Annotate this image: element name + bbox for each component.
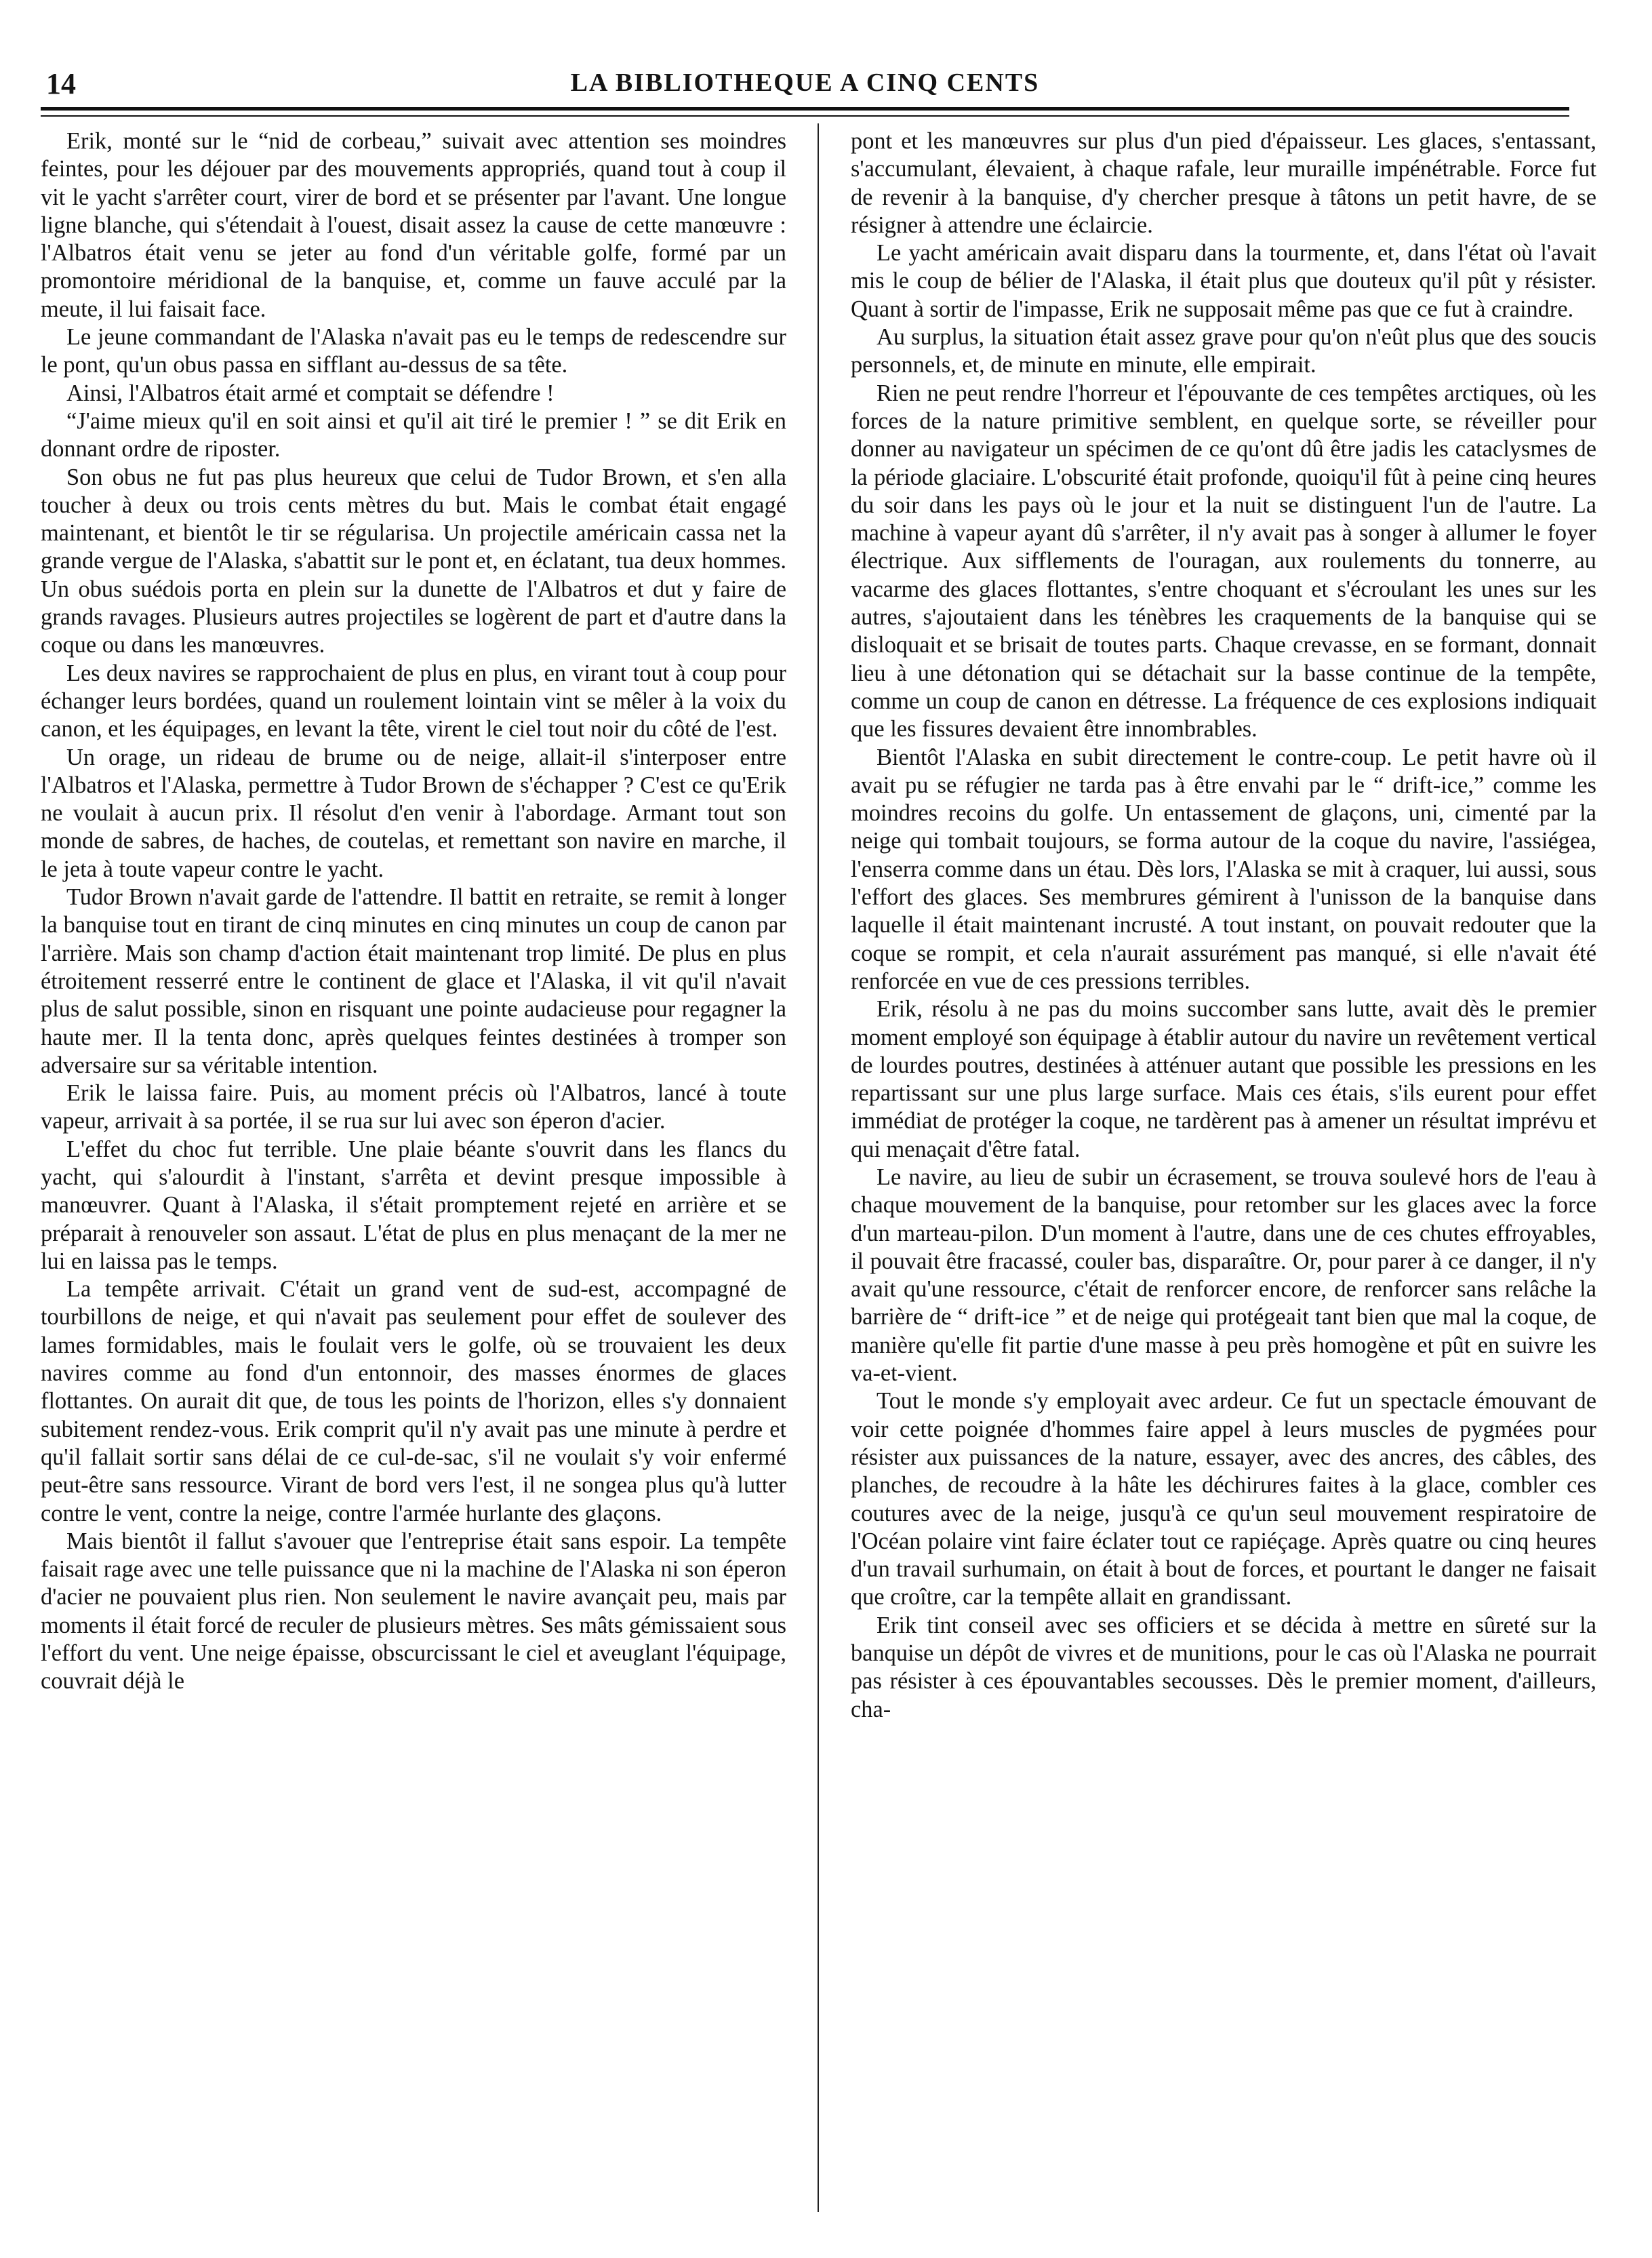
paragraph: Erik, résolu à ne pas du moins succomber sans lutte, avait dès le premier moment employé son équipage à établir autour du navire un revêtement vertical de lourdes poutres, destinées à atténuer autant que possible les pressions en les repartissant sur une plus large surface. Mais ces étais, s'ils eurent pour effet immédiat de protéger la coque, ne tardèrent pas à amener un résultat imprévu et qui menaçait d'être fatal. <box>851 996 1596 1162</box>
paragraph: La tempête arrivait. C'était un grand vent de sud-est, accompagné de tourbillons de neige, et qui n'avait pas seulement pour effet de soulever des lames formidables, mais le foulait vers le golfe, où se trouvaient les deux navires comme au fond d'un entonnoir, des masses énormes de glaces flottantes. On aurait dit que, de tous les points de l'horizon, elles s'y donnaient subitement rendez-vous. Erik comprit qu'il n'y avait pas une minute à perdre et qu'il fallait sortir sans délai de ce cul-de-sac, s'il ne voulait s'y voir enfermé peut-être sans ressource. Virant de bord vers l'est, il ne songea plus qu'à lutter contre le vent, contre la neige, contre l'armée hurlante des glaçons. <box>41 1276 786 1526</box>
paragraph: L'effet du choc fut terrible. Une plaie béante s'ouvrit dans les flancs du yacht, qui s'alourdit à l'instant, s'arrêta et devint presque impossible à manœuvrer. Quant à l'Alaska, il s'était promptement rejeté en arrière et se préparait à renouveler son assaut. L'état de plus en plus menaçant de la mer ne lui en laissa pas le temps. <box>41 1136 786 1274</box>
paragraph: pont et les manœuvres sur plus d'un pied d'épaisseur. Les glaces, s'entassant, s'accumulant, élevaient, à chaque rafale, leur muraille impénétrable. Force fut de revenir à la banquise, d'y chercher presque à tâtons un petit havre, de se résigner à attendre une éclaircie. <box>851 128 1596 238</box>
paragraph: Rien ne peut rendre l'horreur et l'épouvante de ces tempêtes arctiques, où les forces de la nature primitive semblent, en quelque sorte, se réveiller pour donner au navigateur un spécimen de ce qu'ont dû être jadis les cataclysmes de la période glaciaire. L'obscurité était profonde, quoiqu'il fût à peine cinq heures du soir dans les pays où le jour et la nuit se distinguent l'un de l'autre. La machine à vapeur ayant dû s'arrêter, il n'y avait pas à songer à allumer le foyer électrique. Aux sifflements de l'ouragan, aux roulements du tonnerre, au vacarme des glaces flottantes, s'entre choquant et s'écroulant les unes sur les autres, s'ajoutaient dans les ténèbres les craquements de la banquise qui se disloquait et se brisait de toutes parts. Chaque crevasse, en se formant, donnait lieu à une détonation qui se détachait sur la basse continue de la tempête, comme un coup de canon en détresse. La fréquence de ces explosions indiquait que les fissures devaient être innombrables. <box>851 380 1596 742</box>
right-column <box>851 127 1596 2202</box>
paragraph: “J'aime mieux qu'il en soit ainsi et qu'il ait tiré le premier ! ” se dit Erik en donnant ordre de riposter. <box>41 408 786 462</box>
paragraph: Erik le laissa faire. Puis, au moment précis où l'Albatros, lancé à toute vapeur, arrivait à sa portée, il se rua sur lui avec son éperon d'acier. <box>41 1080 786 1134</box>
paragraph: Mais bientôt il fallut s'avouer que l'entreprise était sans espoir. La tempête faisait rage avec une telle puissance que ni la machine de l'Alaska ni son éperon d'acier ne pouvaient plus rien. Non seulement le navire avançait peu, mais par moments il était forcé de reculer de plusieurs mètres. Ses mâts gémissaient sous l'effort du vent. Une neige épaisse, obscurcissant le ciel et aveuglant l'équipage, couvrait déjà le <box>41 1528 786 1695</box>
paragraph: Ainsi, l'Albatros était armé et comptait se défendre ! <box>66 380 555 406</box>
paragraph: Tudor Brown n'avait garde de l'attendre. Il battit en retraite, se remit à longer la banquise tout en tirant de cinq minutes en cinq minutes un coup de canon par l'arrière. Mais son champ d'action était maintenant trop limité. De plus en plus étroitement resserré entre le continent de glace et l'Alaska, il vit qu'il n'avait plus de salut possible, sinon en risquant une pointe audacieuse pour regagner la haute mer. Il la tenta donc, après quelques feintes destinées à tromper son adversaire sur sa véritable intention. <box>41 884 786 1078</box>
page-number: 14 <box>46 67 76 100</box>
paragraph: Les deux navires se rapprochaient de plus en plus, en virant tout à coup pour échanger leurs bordées, quand un roulement lointain vint se mêler à la voix du canon, et les équipages, en levant la tête, virent le ciel tout noir du côté de l'est. <box>41 660 786 742</box>
header-rule-thin <box>41 115 1569 117</box>
paragraph: Le navire, au lieu de subir un écrasement, se trouva soulevé hors de l'eau à chaque mouvement de la banquise, pour retomber sur les glaces avec la force d'un marteau-pilon. D'un moment à l'autre, dans une de ces chutes effroyables, il pouvait être fracassé, couler bas, disparaître. Or, pour parer à ce danger, il n'y avait qu'une ressource, c'était de renforcer encore, de renforcer sans relâche la barrière de “ drift-ice ” et de neige qui protégeait tant bien que mal la coque, de manière qu'elle fit partie d'une masse à peu près homogène et pût en suivre les va-et-vient. <box>851 1164 1596 1387</box>
paragraph: Au surplus, la situation était assez grave pour qu'on n'eût plus que des soucis personnels, et, de minute en minute, elle empirait. <box>851 324 1596 378</box>
running-title: LA BIBLIOTHEQUE A CINQ CENTS <box>570 68 1040 97</box>
header-rule-thick <box>41 107 1569 111</box>
paragraph: Le jeune commandant de l'Alaska n'avait pas eu le temps de redescendre sur le pont, qu'un obus passa en sifflant au-dessus de sa tête. <box>41 324 786 378</box>
paragraph: Tout le monde s'y employait avec ardeur. Ce fut un spectacle émouvant de voir cette poignée d'hommes faire appel à leurs muscles de pygmées pour résister aux puissances de la nature, essayer, avec des ancres, des câbles, des planches, de recoudre à la hâte les déchirures faites à la glace, combler ces coutures avec de la neige, jusqu'à ce qu'un seul mouvement respiratoire de l'Océan polaire vint faire éclater tout ce rapiéçage. Après quatre ou cinq heures d'un travail surhumain, on était à bout de forces, et pourtant le danger ne faisait que croître, car la tempête allait en grandissant. <box>851 1388 1596 1610</box>
paragraph: Un orage, un rideau de brume ou de neige, allait-il s'interposer entre l'Albatros et l'Alaska, permettre à Tudor Brown de s'échapper ? C'est ce qu'Erik ne voulait à aucun prix. Il résolut d'en venir à l'abordage. Armant tout son monde de sabres, de haches, de coutelas, et remettant son navire en marche, il le jeta à toute vapeur contre le yacht. <box>41 744 786 882</box>
column-divider <box>818 123 819 2212</box>
paragraph: Erik, monté sur le “nid de corbeau,” suivait avec attention ses moindres feintes, pour les déjouer par des mouvements appropriés, quand tout à coup il vit le yacht s'arrêter court, virer de bord et se présenter par l'avant. Une longue ligne blanche, qui s'étendait à l'ouest, disait assez la cause de cette manœuvre : l'Albatros était venu se jeter au fond d'un véritable golfe, formé par un promontoire méridional de la banquise, et, comme un fauve acculé par la meute, il lui faisait face. <box>41 128 786 322</box>
paragraph: Bientôt l'Alaska en subit directement le contre-coup. Le petit havre où il avait pu se réfugier ne tarda pas à être envahi par le “ drift-ice,” comme les moindres recoins du golfe. Un entassement de glaçons, uni, cimenté par la neige qui tombait toujours, se forma autour de la coque du navire, l'assiégea, l'enserra comme dans un étau. Dès lors, l'Alaska se mit à craquer, lui aussi, sous l'effort des glaces. Ses membrures gémirent à l'unisson de la banquise dans laquelle il était maintenant incrusté. A tout instant, on pouvait redouter que la coque se rompit, et cela n'aurait assurément pas manqué, si elle n'avait été renforcée en vue de ces pressions terribles. <box>851 744 1596 994</box>
left-column <box>41 127 786 2202</box>
paragraph: Erik tint conseil avec ses officiers et se décida à mettre en sûreté sur la banquise un dépôt de vivres et de munitions, pour le cas où l'Alaska ne pourrait pas résister à ces épouvantables secousses. Dès le premier moment, d'ailleurs, cha- <box>851 1612 1596 1722</box>
paragraph: Le yacht américain avait disparu dans la tourmente, et, dans l'état où l'avait mis le coup de bélier de l'Alaska, il était plus que douteux qu'il pût y résister. Quant à sortir de l'impasse, Erik ne supposait même pas que ce fut à craindre. <box>851 240 1596 322</box>
page-header <box>41 66 1569 107</box>
paragraph: Son obus ne fut pas plus heureux que celui de Tudor Brown, et s'en alla toucher à deux ou trois cents mètres du but. Mais le combat était engagé maintenant, et bientôt le tir se régularisa. Un projectile américain cassa net la grande vergue de l'Alaska, s'abattit sur le pont et, en éclatant, tua deux hommes. Un obus suédois porta en plein sur la dunette de l'Albatros et dut y faire de grands ravages. Plusieurs autres projectiles se logèrent de part et d'autre dans la coque ou dans les manœuvres. <box>41 464 786 658</box>
